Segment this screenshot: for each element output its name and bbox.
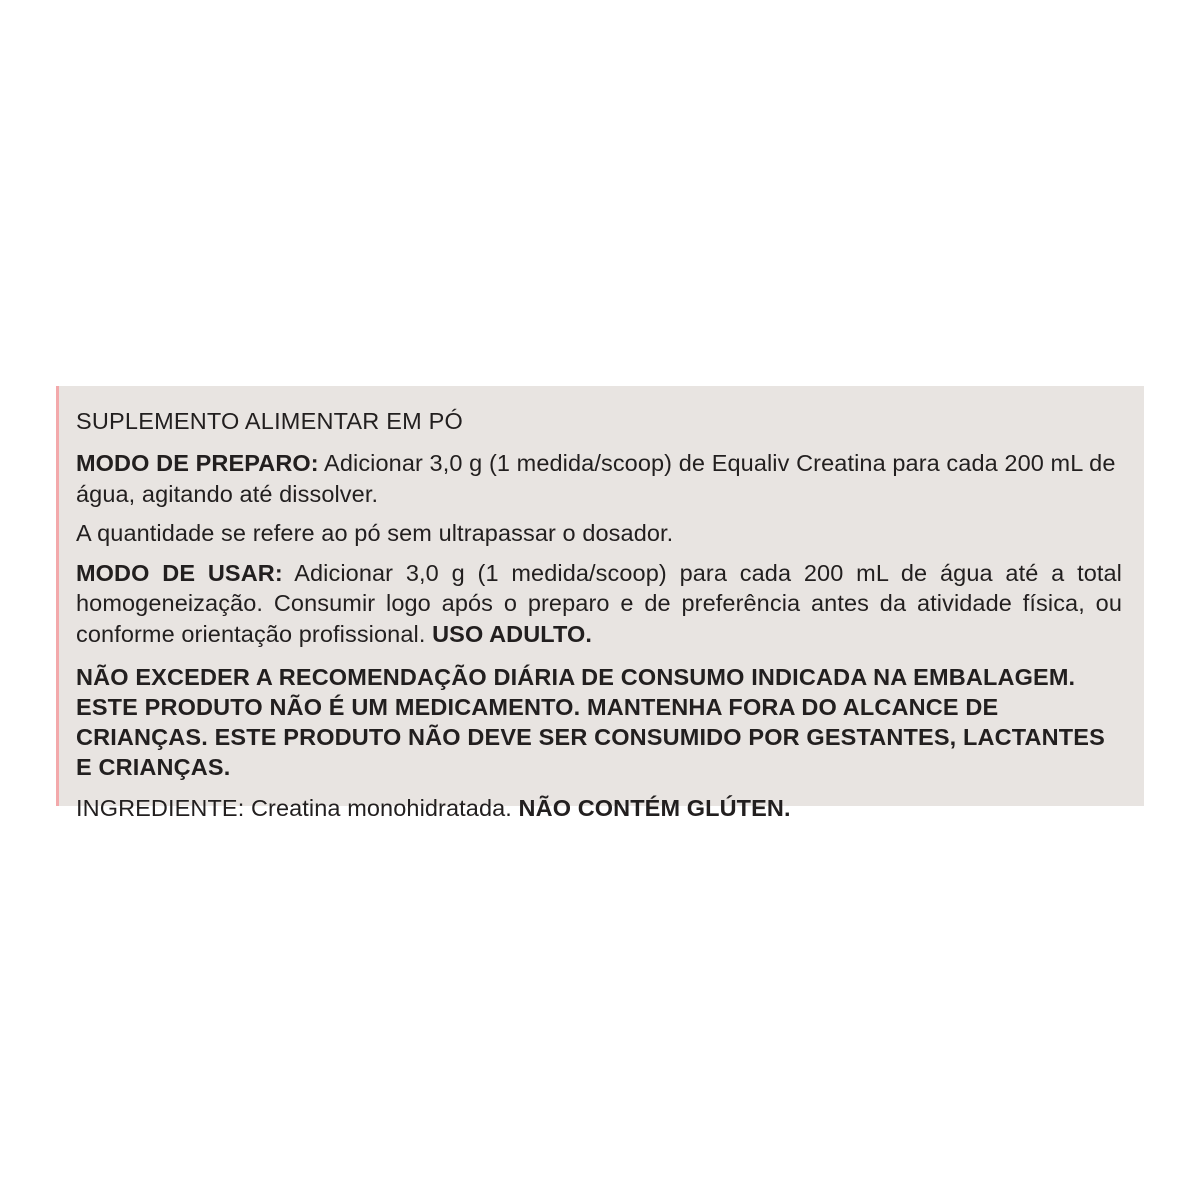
quantity-note: A quantidade se refere ao pó sem ultrapassar o dosador. — [76, 520, 674, 547]
product-label-panel — [56, 386, 1144, 821]
usage-emphasis: USO ADULTO. — [432, 620, 593, 647]
usage-text: Adicionar 3,0 g (1 medida/scoop) para cada 200 mL de água até a total homogeneização. Consumir logo após o preparo e de preferência antes da atividade física, ou conforme orientação profissional. — [76, 559, 1122, 647]
preparation-label: MODO DE PREPARO: — [76, 450, 319, 476]
label-heading: SUPLEMENTO ALIMENTAR EM PÓ — [76, 408, 463, 434]
usage-label: MODO DE USAR: — [76, 559, 283, 586]
warning-block: NÃO EXCEDER A RECOMENDAÇÃO DIÁRIA DE CONSUMO INDICADA NA EMBALAGEM. ESTE PRODUTO NÃO É UM MEDICAMENTO. MANTENHA FORA DO ALCANCE DE CRIANÇAS. ESTE PRODUTO NÃO DEVE SER CONSUMIDO POR GESTANTES, LACTANTES E CRIANÇAS. — [76, 664, 1105, 780]
ingredient-text: Creatina monohidratada. — [244, 794, 519, 821]
preparation-block — [76, 448, 1122, 509]
ingredient-label: INGREDIENTE: — [76, 794, 245, 821]
usage-block — [76, 558, 1122, 650]
preparation-text: Adicionar 3,0 g (1 medida/scoop) de Equaliv Creatina para cada 200 mL de água, agitando até dissolver. — [76, 450, 1116, 507]
ingredient-block — [76, 793, 1122, 824]
gluten-free-emphasis: NÃO CONTÉM GLÚTEN. — [518, 794, 791, 821]
